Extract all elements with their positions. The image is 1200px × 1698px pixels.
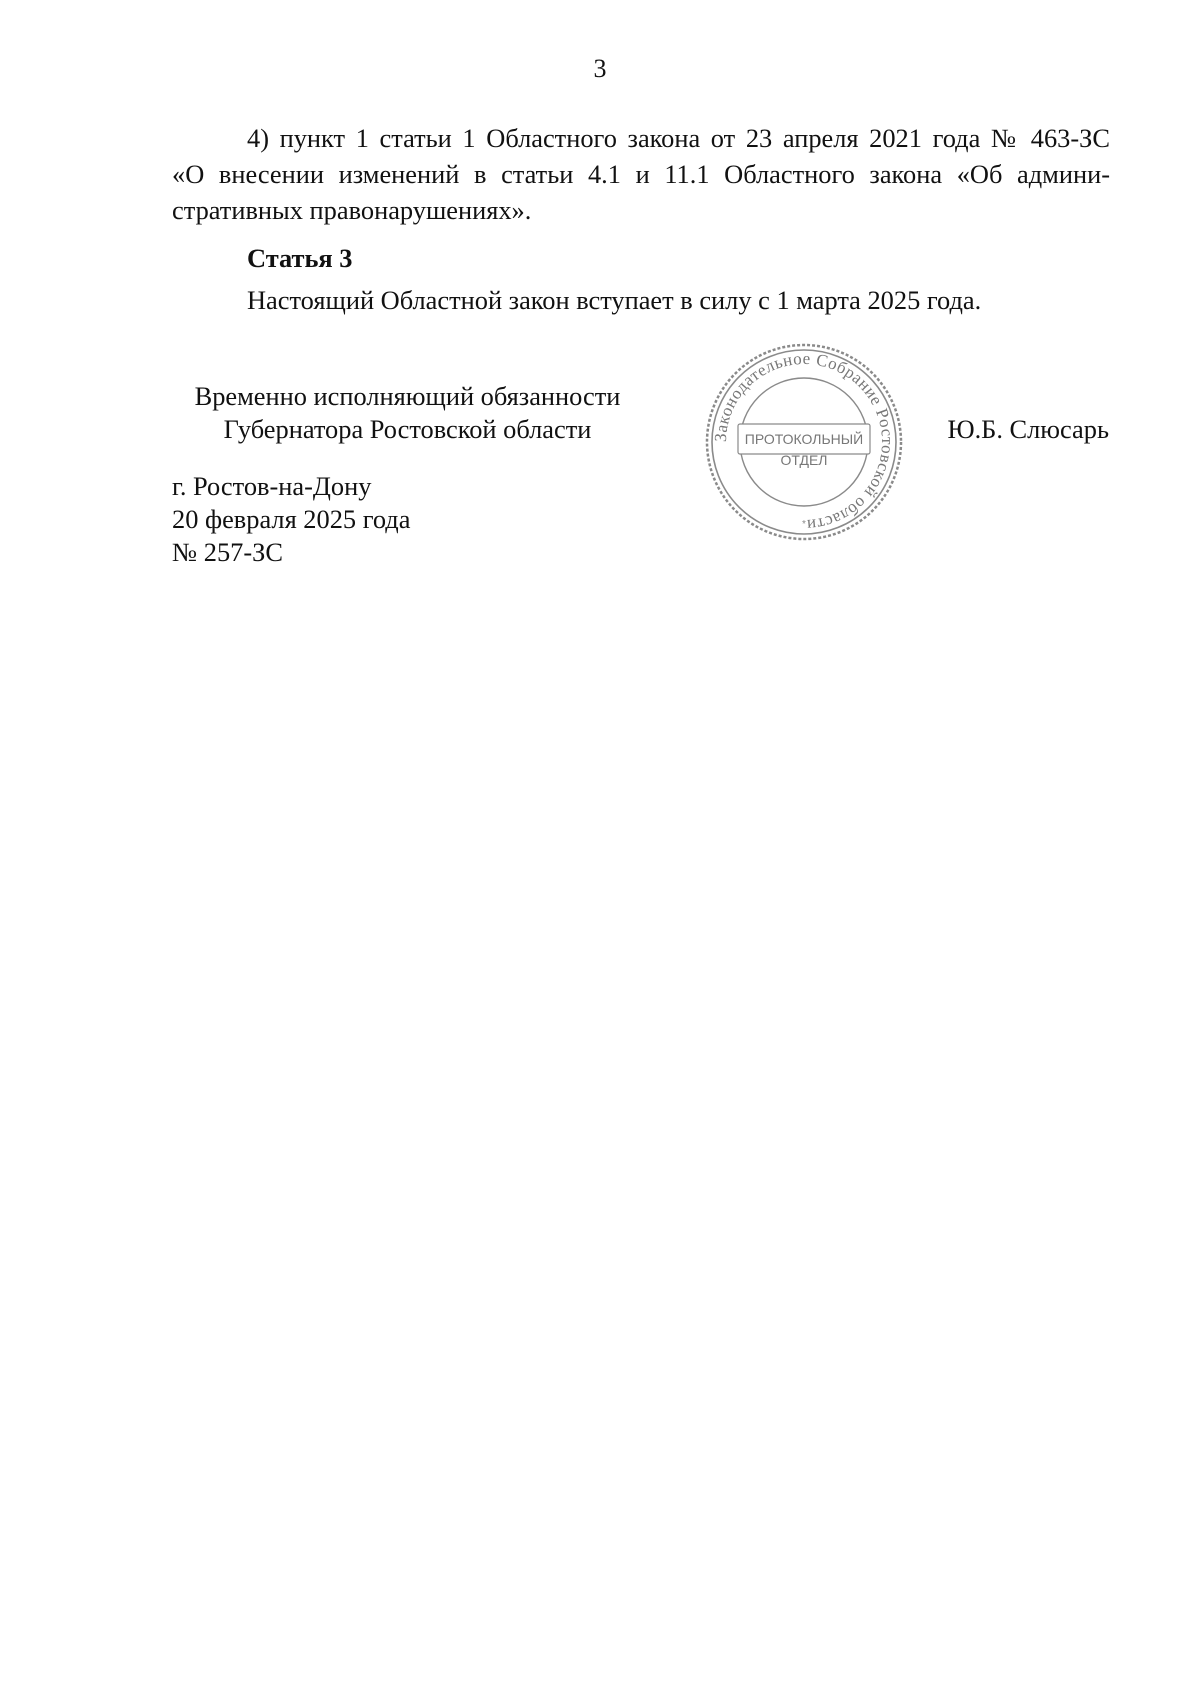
place-date-number-block (172, 470, 410, 569)
official-seal-stamp (702, 340, 906, 544)
stamp-inner-line-1: ПРОТОКОЛЬНЫЙ (744, 431, 864, 447)
signatory-title-line-2: Губернатора Ростовской области (223, 414, 592, 444)
amendment-item-4 (172, 120, 1110, 228)
signatory-title (170, 380, 645, 446)
amendment-item-4-line-3: стративных правонарушениях». (172, 195, 532, 225)
law-date: 20 февраля 2025 года (172, 504, 411, 534)
stamp-outer-text: Законодательное Собрание Ростовской области (710, 348, 898, 536)
place-city: г. Ростов-на-Дону (172, 471, 372, 501)
law-number: № 257-ЗС (172, 537, 283, 567)
amendment-item-4-line-2: «О внесении изменений в статьи 4.1 и 11.1 Областного закона «Об админи- (172, 159, 1110, 189)
article-3-text: Настоящий Областной закон вступает в силу с 1 марта 2025 года. (247, 285, 982, 315)
article-3-heading: Статья 3 (247, 243, 353, 273)
signatory-name: Ю.Б. Слюсарь (947, 414, 1109, 444)
amendment-item-4-line-1: 4) пункт 1 статьи 1 Областного закона от 23 апреля 2021 года № 463-ЗС (247, 123, 1110, 153)
page-number: 3 (593, 54, 607, 83)
stamp-inner-line-2: ОТДЕЛ (780, 452, 828, 468)
signatory-title-line-1: Временно исполняющий обязанности (194, 381, 621, 411)
stamp-star-icon: * (802, 519, 806, 530)
